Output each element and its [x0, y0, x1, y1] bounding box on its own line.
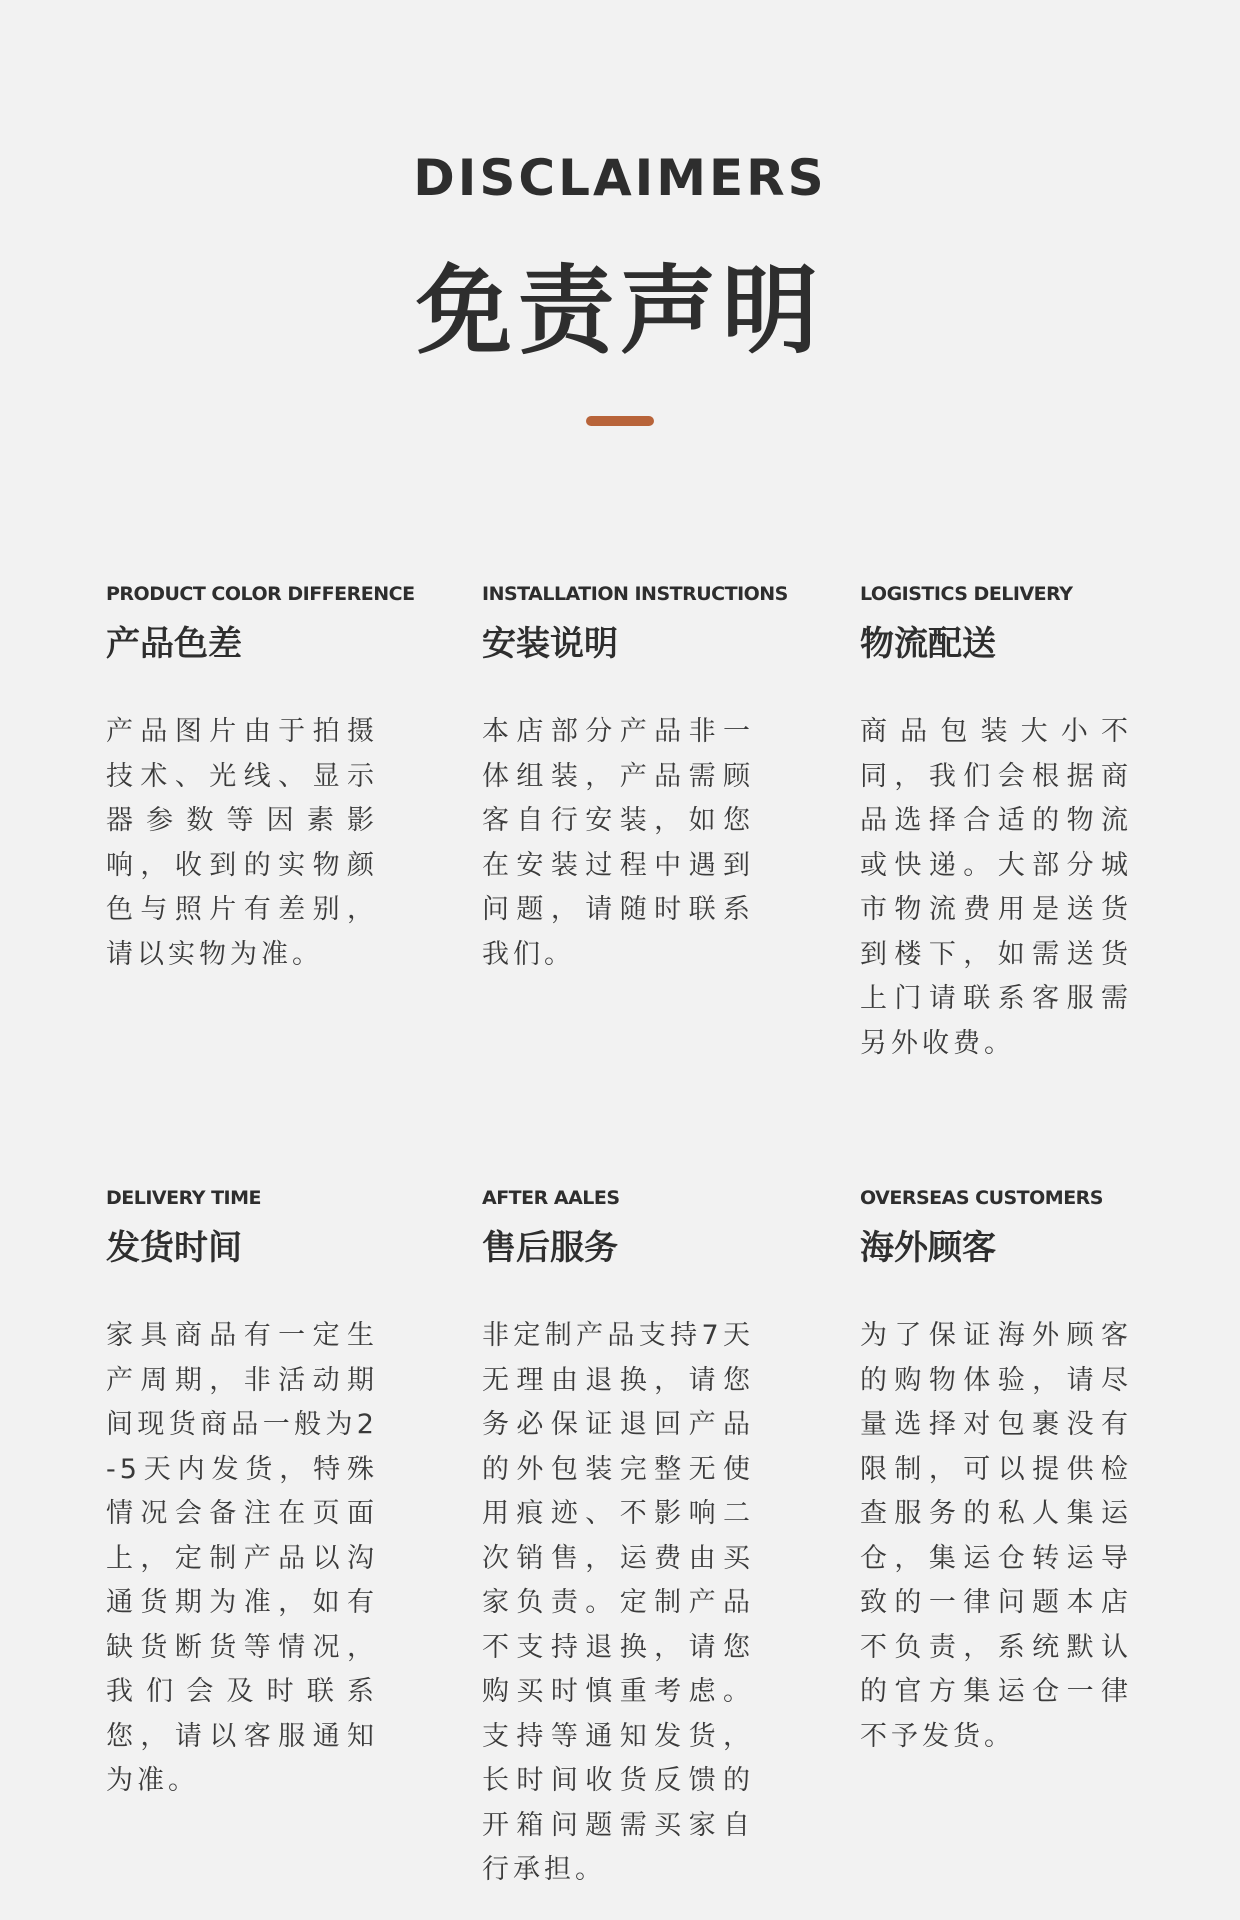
item-title-zh: 物流配送: [860, 624, 996, 664]
item-body: 产品图片由于拍摄技术、光线、显示器参数等因素影响，收到的实物颜色与照片有差别，请以实物为准。: [106, 716, 378, 970]
item-body: 家具商品有一定生产周期，非活动期间现货商品一般为2-5天内发货，特殊情况会备注在页面上，定制产品以沟通货期为准，如有缺货断货等情况，我们会及时联系您，请以客服通知为准。: [106, 1320, 378, 1796]
disclaimer-item-overseas: [860, 1186, 1196, 1893]
disclaimer-item-after-sales: [482, 1186, 860, 1893]
item-title-en: DELIVERY TIME: [106, 1187, 261, 1209]
disclaimer-item-delivery-time: [106, 1186, 482, 1893]
item-title-zh: 安装说明: [482, 624, 618, 664]
item-body: 为了保证海外顾客的购物体验，请尽量选择对包裹没有限制，可以提供检查服务的私人集运仓，集运仓转运导致的一律问题本店不负责，系统默认的官方集运仓一律不予发货。: [860, 1320, 1132, 1752]
item-title-zh: 售后服务: [482, 1228, 618, 1268]
disclaimer-grid: [106, 582, 1196, 1893]
item-body: 非定制产品支持7天无理由退换，请您务必保证退回产品的外包装完整无使用痕迹、不影响二次销售，运费由买家负责。定制产品不支持退换，请您购买时慎重考虑。支持等通知发货，长时间收货反馈的开箱问题需买家自行承担。: [482, 1320, 754, 1885]
item-body: 本店部分产品非一体组装，产品需顾客自行安装，如您在安装过程中遇到问题，请随时联系我们。: [482, 716, 754, 970]
page-title-en: DISCLAIMERS: [413, 149, 827, 207]
accent-divider: [586, 416, 654, 426]
item-title-en: PRODUCT COLOR DIFFERENCE: [106, 583, 415, 605]
page-title-zh: 免责声明: [416, 255, 824, 367]
item-title-zh: 发货时间: [106, 1228, 242, 1268]
item-title-en: INSTALLATION INSTRUCTIONS: [482, 583, 788, 605]
disclaimer-item-installation: [482, 582, 860, 1186]
item-title-en: LOGISTICS DELIVERY: [860, 583, 1073, 605]
item-title-en: OVERSEAS CUSTOMERS: [860, 1187, 1103, 1209]
item-title-en: AFTER AALES: [482, 1187, 620, 1209]
item-body: 商品包装大小不同，我们会根据商品选择合适的物流或快递。大部分城市物流费用是送货到楼下，如需送货上门请联系客服需另外收费。: [860, 716, 1132, 1059]
item-title-zh: 产品色差: [106, 624, 242, 664]
disclaimer-item-logistics: [860, 582, 1196, 1186]
disclaimer-item-color-difference: [106, 582, 482, 1186]
item-title-zh: 海外顾客: [860, 1228, 996, 1268]
disclaimer-header: [0, 148, 1240, 426]
